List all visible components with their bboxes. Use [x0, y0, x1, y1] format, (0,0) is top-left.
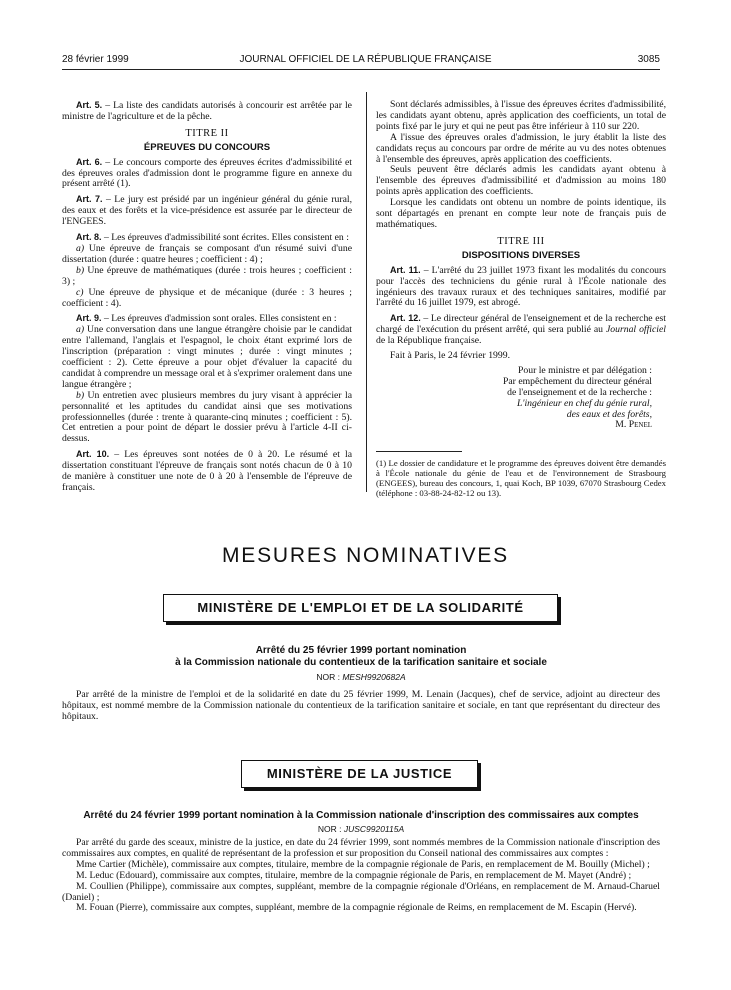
signatory-name: M. Penel: [615, 419, 652, 431]
article-5: Art. 5. – La liste des candidats autorisés à concourir est arrêtée par le ministre de l'agriculture et de la pêche.: [62, 100, 352, 122]
article-label: Art. 12.: [390, 313, 421, 324]
member-entry: M. Fouan (Pierre), commissaire aux comptes, suppléant, membre de la compagnie régionale de Reims, en remplacement de M. Escapin (Hervé).: [76, 902, 637, 914]
article-8: Art. 8. – Les épreuves d'admissibilité sont écrites. Elles consistent en :: [76, 232, 349, 244]
article-9: Art. 9. – Les épreuves d'admission sont orales. Elles consistent en :: [76, 313, 337, 325]
section-heading-mesures-nominatives: MESURES NOMINATIVES: [221, 544, 509, 567]
signature-block: Pour le ministre et par délégation : Par empêchement du directeur général de l'enseignement et de la recherche : L'ingénieur en chef du génie rural, des eaux et des forêts, M. Penel: [376, 366, 666, 431]
footnote: (1) Le dossier de candidature et le programme des épreuves doivent être demandés à l'École nationale du génie de l'eau et de l'environnement de Strasbourg (ENGEES), bureau des concours, 1, quai Koch, BP 1039, 67070 Strasbourg Cedex (téléphone : 03-88-24-82-12 ou 13).: [376, 458, 666, 498]
article-label: Art. 9.: [76, 313, 102, 324]
article-label: Art. 5.: [76, 100, 103, 110]
column-divider: [366, 92, 367, 492]
member-entry: Mme Cartier (Michèle), commissaire aux comptes, titulaire, membre de la compagnie régionale de Paris, en remplacement de M. Bouilly (Michel) ;: [76, 858, 650, 870]
signature-place-date: Fait à Paris, le 24 février 1999.: [390, 350, 510, 362]
right-column: [376, 100, 666, 431]
member-entry: M. Coullien (Philippe), commissaire aux comptes, suppléant, membre de la compagnie régionale d'Orléans, en remplacement de M. Arnaud-Charuel (Daniel) ;: [62, 880, 660, 903]
header-date: 28 février 1999: [62, 54, 129, 65]
tie-break-paragraph: Lorsque les candidats ont obtenu un nombre de points identique, ils sont départagés en prenant en compte leur note de français puis de mathématiques.: [376, 197, 666, 230]
decree-title-2: Arrêté du 24 février 1999 portant nomination à la Commission nationale d'inscription des commissaires aux comptes: [83, 810, 639, 821]
article-label: Art. 7.: [76, 194, 103, 205]
titre-3-heading: TITRE III: [497, 235, 545, 247]
footnote-rule: [376, 451, 462, 452]
article-6: Art. 6. – Le concours comporte des épreuves écrites d'admissibilité et des épreuves orales d'admission dont le programme figure en annexe du présent arrêté (1).: [62, 156, 353, 190]
article-8-item-c: c) Une épreuve de physique et de mécanique (durée : 3 heures ; coefficient : 4).: [62, 286, 352, 309]
decree-body-1: Par arrêté de la ministre de l'emploi et de la solidarité en date du 25 février 1999, M. Lenain (Jacques), chef de service, adjoint au directeur des hôpitaux, est nommé membre de la Commission nationale du contentieux de la tarification sanitaire et sociale, en tant que représentant du directeur des hôpitaux.: [62, 689, 660, 722]
titre-2-subtitle: ÉPREUVES DU CONCOURS: [143, 141, 271, 153]
ministry-emploi-solidarite-box: MINISTÈRE DE L'EMPLOI ET DE LA SOLIDARITÉ: [163, 594, 558, 622]
admission-paragraph: A l'issue des épreuves orales d'admission, le jury établit la liste des candidats reçus au concours par ordre de mérite au vu des notes obtenues à l'ensemble des épreuves, après application des coefficients.: [376, 131, 666, 165]
decree-title-1: Arrêté du 25 février 1999 portant nomination à la Commission nationale du contentieux de la tarification sanitaire et sociale: [175, 645, 547, 668]
article-9-item-a: a) Une conversation dans une langue étrangère choisie par le candidat entre l'allemand, l'anglais et l'espagnol, le choix étant exprimé lors de l'inscription (préparation : vingt minutes ; durée : vingt minutes ; coefficient : 2). Cette épreuve a pour objet d'évaluer la capacité du candidat à comprendre un message oral et à s'exprimer oralement dans une langue étrangère ;: [62, 324, 352, 390]
article-10: Art. 10. – Les épreuves sont notées de 0 à 20. Le résumé et la dissertation constituant l'épreuve de français sont notés chacun de 0 à 10 de manière à constituer une note de 0 à 20 à l'ensemble de l'épreuve de français.: [62, 449, 353, 493]
article-label: Art. 10.: [76, 449, 110, 460]
header-journal-title: JOURNAL OFFICIEL DE LA RÉPUBLIQUE FRANÇAISE: [239, 54, 492, 65]
header-page-number: 3085: [637, 54, 660, 65]
nor-reference-2: NOR : JUSC9920115A: [317, 824, 405, 834]
ministry-justice-box: MINISTÈRE DE LA JUSTICE: [241, 760, 478, 788]
admissibility-paragraph: Sont déclarés admissibles, à l'issue des épreuves écrites d'admissibilité, les candidats ayant obtenu, après application des coefficients, un total de points fixé par le jury et qui ne peut pas être inférieur à 110 sur 220.: [376, 99, 666, 132]
nor-reference-1: NOR : MESH9920682A: [316, 672, 406, 682]
titre-2-heading: TITRE II: [185, 127, 229, 139]
article-9-item-b: b) Un entretien avec plusieurs membres du jury visant à apprécier la personnalité et les aptitudes du candidat ainsi que ses motivations professionnelles (durée : trente à quarante-cinq minutes ; coefficient : 5). Cet entretien a pour point de départ le dossier prévu à l'article 4-II ci-dessus.: [62, 389, 352, 445]
left-column: [62, 100, 352, 494]
decree-body-2: [62, 838, 660, 914]
article-12: Art. 12. – Le directeur général de l'enseignement et de la recherche est chargé de l'exécution du présent arrêté, qui sera publié au Journal officiel de la République française.: [376, 313, 666, 347]
titre-3-subtitle: DISPOSITIONS DIVERSES: [461, 249, 581, 261]
admitted-paragraph: Seuls peuvent être déclarés admis les candidats ayant obtenu à l'ensemble des épreuves d'admissibilité et d'admission au moins 180 points après application des coefficients.: [376, 164, 666, 198]
decree-intro: Par arrêté du garde des sceaux, ministre de la justice, en date du 24 février 1999, sont nommés membres de la Commission nationale d'inscription des commissaires aux comptes, en qualité de représentant de la profession et sur proposition du Conseil national des commissaires aux comptes :: [62, 837, 660, 859]
article-label: Art. 8.: [76, 232, 102, 243]
article-11: Art. 11. – L'arrêté du 23 juillet 1973 fixant les modalités du concours pour l'accès des techniciens du génie rural à l'École nationale des ingénieurs des travaux ruraux et des techniques sanitaires, modifié par l'arrêté du 16 juillet 1979, est abrogé.: [376, 264, 666, 309]
member-entry: M. Leduc (Edouard), commissaire aux comptes, titulaire, membre de la compagnie régionale de Paris, en remplacement de M. Mayet (André) ;: [76, 869, 632, 881]
article-label: Art. 11.: [390, 264, 421, 275]
article-8-item-b: b) Une épreuve de mathématiques (durée : trois heures ; coefficient : 3) ;: [62, 264, 352, 287]
header-rule: [62, 69, 660, 70]
article-8-item-a: a) Une épreuve de français se composant d'un résumé suivi d'une dissertation (durée : quatre heures ; coefficient : 4) ;: [62, 242, 352, 265]
article-label: Art. 6.: [76, 156, 103, 167]
article-7: Art. 7. – Le jury est présidé par un ingénieur général du génie rural, des eaux et des forêts et la vice-présidence est assurée par le directeur de l'ENGEES.: [62, 194, 352, 228]
